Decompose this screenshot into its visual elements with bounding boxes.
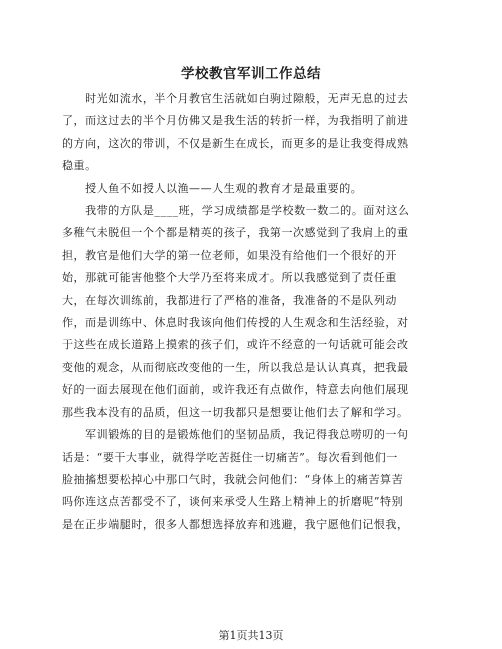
body-line: 大，在每次训练前，我都进行了严格的准备，我准备的不是队列动 xyxy=(62,293,397,307)
body-line: 我带的方队是____班，学习成绩都是学校数一数二的。面对这么 xyxy=(62,204,410,218)
page-number-footer: 第1页共13页 xyxy=(218,629,284,642)
body-line: 的方向，这次的带训，不仅是新生在成长，而更多的是让我变得成熟 xyxy=(62,136,409,150)
body-line: 军训锻炼的目的是锻炼他们的坚韧品质，我记得我总唠叨的一句 xyxy=(62,428,409,442)
body-line: 时光如流水，半个月教官生活就如白驹过隙般，无声无息的过去 xyxy=(62,92,409,105)
body-line: 吗你连这点苦都受不了，谈何来承受人生路上精神上的折磨呢”特别 xyxy=(62,495,404,509)
body-line: 担，教官是他们大学的第一位老师，如果没有给他们一个很好的开 xyxy=(62,248,397,262)
document-body xyxy=(62,88,442,536)
body-line: 好的一面去展现在他们面前，或许我还有点做作，特意去向他们展现 xyxy=(62,383,409,397)
document-title: 学校教官军训工作总结 xyxy=(181,66,321,82)
body-line: 于这些在成长道路上摸索的孩子们，或许不经意的一句话就可能会改 xyxy=(62,338,409,352)
body-line: 变他的观念，从而彻底改变他的一生，所以我总是认认真真，把我最 xyxy=(62,360,409,374)
body-line: 多稚气未脱但一个个都是精英的孩子，我第一次感觉到了我肩上的重 xyxy=(62,226,409,240)
body-line: 了，而这过去的半个月仿佛又是我生活的转折一样，为我指明了前进 xyxy=(62,114,409,128)
body-line: 作，而是训练中、休息时我该向他们传授的人生观念和生活经验，对 xyxy=(62,316,409,330)
body-line: 脸抽搐想要松掉心中那口气时，我就会问他们：“身体上的痛苦算苦 xyxy=(62,472,404,486)
body-line: 稳重。 xyxy=(62,159,97,173)
body-line: 那些我本没有的品质，但这一切我都只是想要让他们去了解和学习。 xyxy=(62,405,409,419)
body-line: 始，那就可能害他整个大学乃至将来成才。所以我感觉到了责任重 xyxy=(62,271,397,285)
body-line: 是在正步端腿时，很多人都想选择放弃和逃避，我宁愿他们记恨我， xyxy=(62,517,409,531)
body-line: 话是：“要干大事业，就得学吃苦挺住一切痛苦”。每次看到他们一 xyxy=(62,450,398,464)
body-line: 授人鱼不如授人以渔——人生观的教育才是最重要的。 xyxy=(62,181,363,195)
